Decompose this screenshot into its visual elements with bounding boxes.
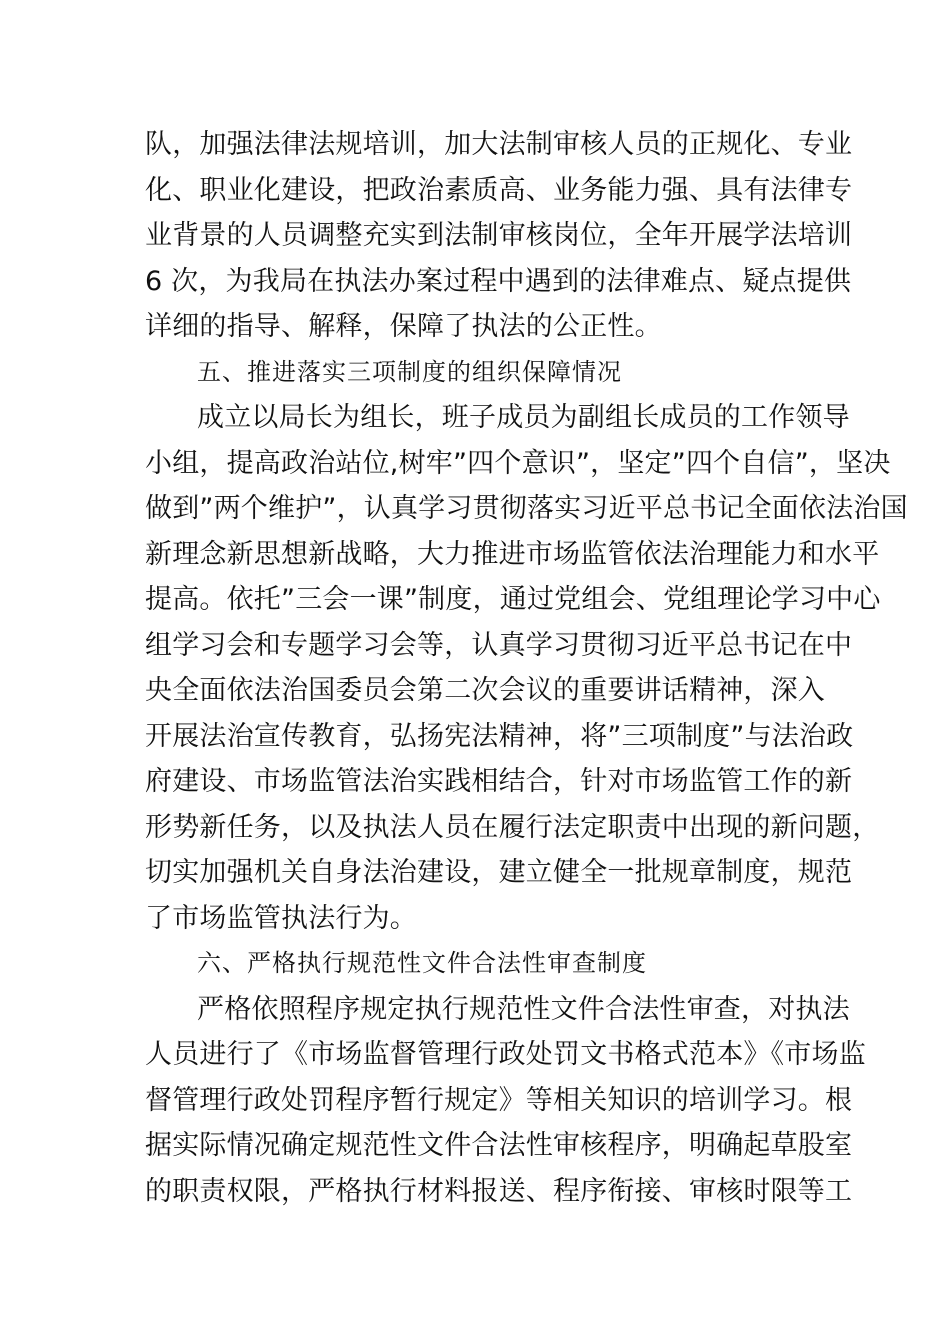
text-line: 新理念新思想新战略，大力推进市场监管依法治理能力和水平 [145, 538, 880, 570]
paragraph-review [145, 987, 866, 1215]
document-body [145, 122, 908, 1214]
text-line: 业背景的人员调整充实到法制审核岗位，全年开展学法培训 [145, 220, 853, 251]
text-line: 了市场监管执法行为。 [145, 902, 417, 934]
text-line: 央全面依法治国委员会第二次会议的重要讲话精神，深入 [145, 675, 825, 706]
text-line: 6 次，为我局在执法办案过程中遇到的法律难点、疑点提供 [145, 265, 852, 297]
text-line: 形势新任务，以及执法人员在履行法定职责中出现的新问题， [145, 811, 880, 843]
text-line: 据实际情况确定规范性文件合法性审核程序，明确起草股室 [145, 1130, 853, 1161]
text-line: 督管理行政处罚程序暂行规定》等相关知识的培训学习。根 [145, 1084, 853, 1116]
text-line: 府建设、市场监管法治实践相结合，针对市场监管工作的新 [145, 766, 853, 797]
section-heading-6: 六、严格执行规范性文件合法性审查制度 [197, 949, 647, 977]
text-line: 队，加强法律法规培训，加大法制审核人员的正规化、专业 [145, 129, 853, 160]
text-line: 的职责权限，严格执行材料报送、程序衔接、审核时限等工 [145, 1175, 853, 1207]
text-line: 提高。依托”三会一课”制度，通过党组会、党组理论学习中心 [145, 584, 881, 615]
text-line: 切实加强机关自身法治建设，建立健全一批规章制度，规范 [145, 857, 853, 888]
text-line: 组学习会和专题学习会等，认真学习贯彻习近平总书记在中 [145, 629, 853, 661]
text-line: 详细的指导、解释，保障了执法的公正性。 [145, 311, 662, 342]
text-line: 成立以局长为组长，班子成员为副组长成员的工作领导 [197, 402, 850, 433]
text-line: 化、职业化建设，把政治素质高、业务能力强、具有法律专 [145, 174, 853, 206]
paragraph-organization [145, 395, 908, 941]
paragraph-training [145, 122, 853, 350]
text-line: 严格依照程序规定执行规范性文件合法性审查，对执法 [197, 993, 850, 1025]
text-line: 做到”两个维护”，认真学习贯彻落实习近平总书记全面依法治国 [145, 493, 908, 524]
text-line: 开展法治宣传教育，弘扬宪法精神，将”三项制度”与法治政 [145, 720, 854, 752]
text-line: 小组，提高政治站位,树牢”四个意识”，坚定”四个自信”，坚决 [145, 447, 891, 479]
text-line: 人员进行了《市场监督管理行政处罚文书格式范本》《市场监 [145, 1039, 866, 1070]
section-heading-5: 五、推进落实三项制度的组织保障情况 [197, 357, 622, 386]
